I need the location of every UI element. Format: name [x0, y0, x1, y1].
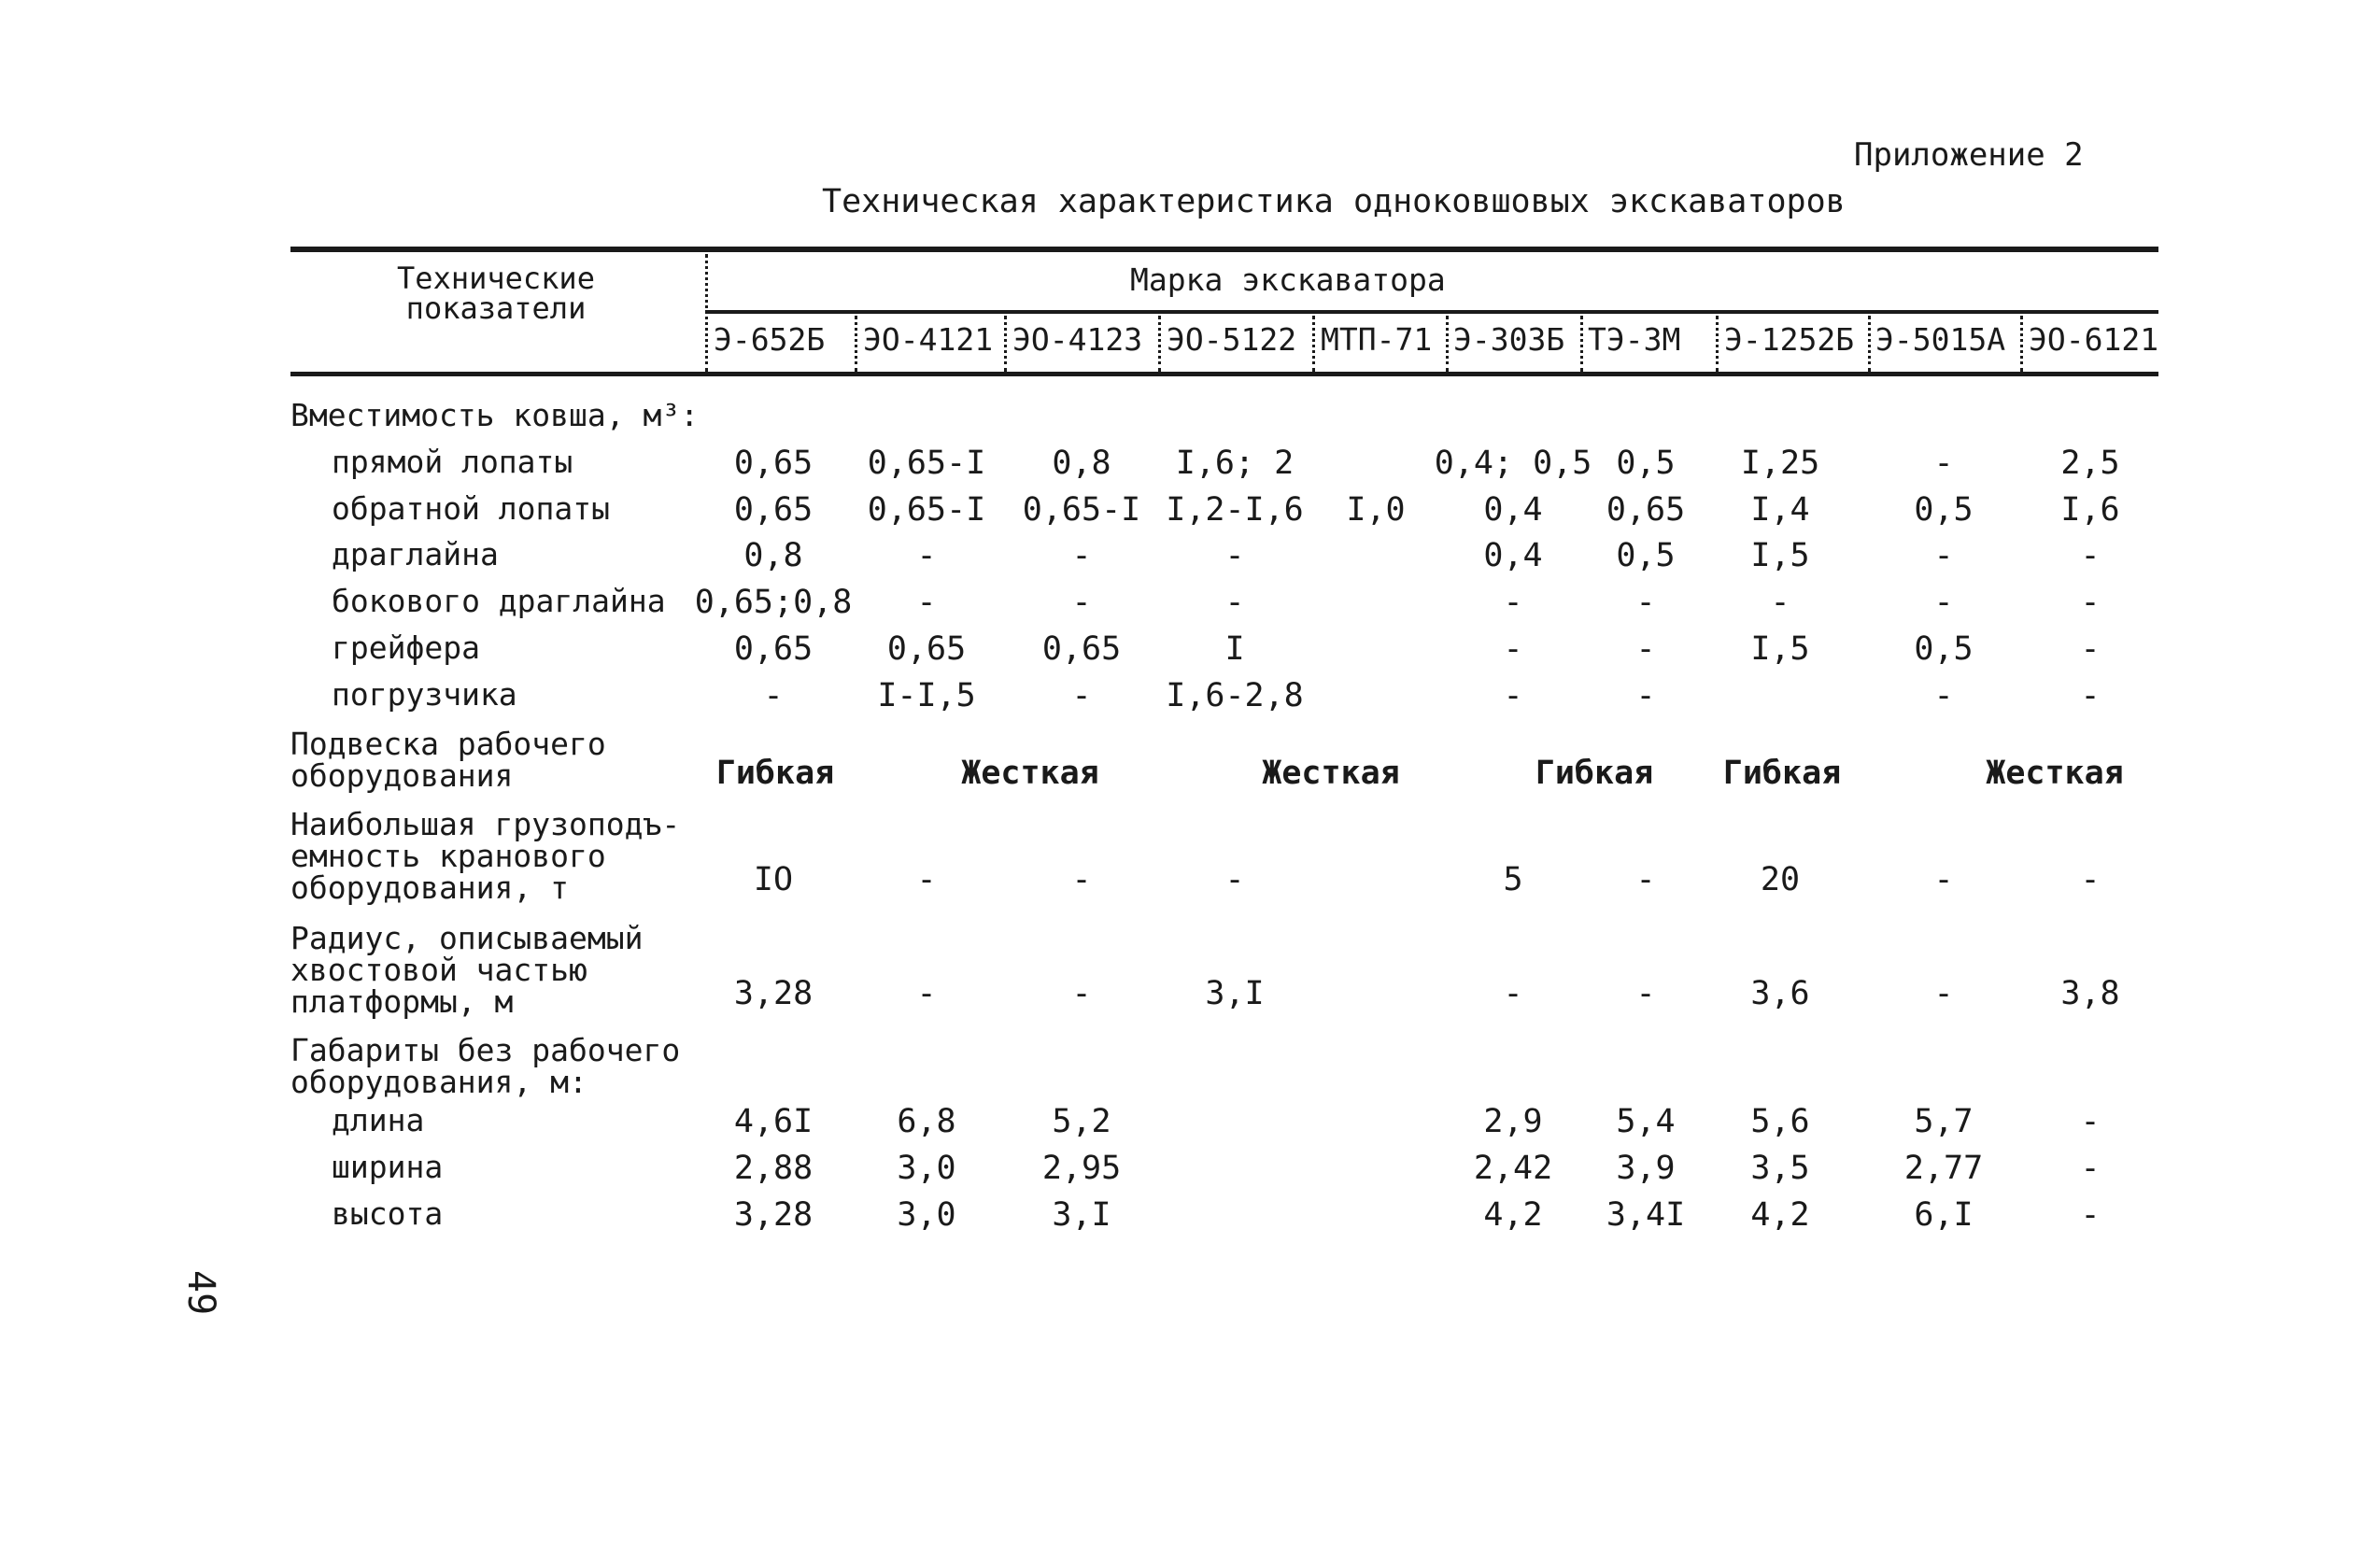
table-cell: - [2080, 584, 2101, 621]
indicators-header: Технические показатели [397, 261, 595, 326]
crane-capacity-label: Наибольшая грузоподъ- емность кранового оборудования, т [290, 806, 681, 906]
suspension-value: Жесткая [961, 755, 1099, 792]
table-cell: 0,8 [1052, 445, 1111, 482]
table-cell: 0,65 [733, 491, 814, 529]
table-cell: 0,65 [733, 630, 814, 668]
table-cell: - [2080, 630, 2101, 668]
brand-e5015a: Э-5015А [1875, 321, 2006, 358]
table-cell: 0,4; 0,5 [1434, 445, 1592, 482]
brand-separator [1312, 316, 1315, 372]
table-cell: I,6-2,8 [1166, 677, 1304, 714]
table-cell: - [1933, 861, 1954, 898]
table-cell: 3,0 [897, 1196, 956, 1234]
brand-separator [1868, 316, 1871, 372]
table-cell: 3,4I [1606, 1196, 1686, 1234]
brand-separator [1158, 316, 1161, 372]
suspension-value: Гибкая [1535, 755, 1654, 792]
table-cell: I,6 [2060, 491, 2120, 529]
dimensions-title: Габариты без рабочего оборудования, м: [290, 1032, 681, 1100]
table-cell: 2,77 [1903, 1150, 1984, 1187]
table-cell: - [2080, 537, 2101, 574]
table-cell: - [763, 677, 784, 714]
table-cell: I,2-I,6 [1166, 491, 1304, 529]
table-cell: - [1635, 861, 1656, 898]
row-label: драглайна [332, 536, 499, 572]
table-cell: 20 [1760, 861, 1801, 898]
table-cell: I,25 [1740, 445, 1820, 482]
table-cell: - [1224, 537, 1245, 574]
table-cell: - [2080, 1103, 2101, 1140]
table-cell: I,6; 2 [1175, 445, 1295, 482]
table-cell: 3,8 [2060, 975, 2120, 1012]
brand-e1252b: Э-1252Б [1724, 321, 1855, 358]
table-cell: - [1071, 861, 1092, 898]
suspension-value: Жесткая [1262, 755, 1400, 792]
row-label: прямой лопаты [332, 444, 573, 480]
brand-separator [1004, 316, 1007, 372]
table-cell: I,5 [1750, 630, 1810, 668]
table-cell: - [1503, 630, 1523, 668]
table-cell: 5 [1503, 861, 1523, 898]
table-top-rule [290, 247, 2158, 252]
brand-separator [1580, 316, 1583, 372]
table-cell: 4,2 [1750, 1196, 1810, 1234]
appendix-label: Приложение 2 [1854, 136, 2084, 174]
suspension-label: Подвеска рабочего оборудования [290, 726, 606, 794]
table-cell: - [1635, 584, 1656, 621]
bucket-capacity-title: Вместимость ковша, м³: [290, 397, 700, 433]
suspension-value: Гибкая [1722, 755, 1842, 792]
table-cell: - [916, 861, 937, 898]
table-cell: 5,4 [1616, 1103, 1676, 1140]
brand-mtp71: МТП-71 [1321, 321, 1433, 358]
table-cell: 6,I [1914, 1196, 1974, 1234]
table-cell: - [916, 584, 937, 621]
row-label: ширина [332, 1149, 444, 1185]
table-cell: - [2080, 1196, 2101, 1234]
table-cell: 3,I [1205, 975, 1265, 1012]
brand-eo4121: ЭО-4121 [863, 321, 994, 358]
table-cell: 3,6 [1750, 975, 1810, 1012]
table-cell: 3,9 [1616, 1150, 1676, 1187]
table-cell: 0,65;0,8 [694, 584, 853, 621]
table-header-bottom-rule [290, 372, 2158, 376]
table-cell: 5,2 [1052, 1103, 1111, 1140]
brand-e652b: Э-652Б [714, 321, 826, 358]
row-label: погрузчика [332, 676, 517, 713]
row-label: высота [332, 1195, 444, 1232]
table-cell: 0,65 [733, 445, 814, 482]
table-cell: 0,65-I [867, 491, 986, 529]
table-cell: 0,4 [1483, 491, 1543, 529]
table-cell: - [1933, 445, 1954, 482]
table-cell: 0,8 [743, 537, 803, 574]
table-cell: 3,28 [733, 975, 814, 1012]
table-cell: I,0 [1346, 491, 1406, 529]
table-cell: - [2080, 861, 2101, 898]
table-cell: 0,5 [1914, 630, 1974, 668]
table-cell: - [1635, 677, 1656, 714]
document-title: Техническая характеристика одноковшовых экскаваторов [822, 183, 1846, 220]
table-cell: 0,65 [886, 630, 967, 668]
table-cell: 6,8 [897, 1103, 956, 1140]
table-cell: - [1071, 677, 1092, 714]
table-cell: - [1770, 584, 1790, 621]
row-label: длина [332, 1102, 425, 1138]
table-cell: 2,5 [2060, 445, 2120, 482]
table-cell: - [1224, 584, 1245, 621]
table-cell: 2,88 [733, 1150, 814, 1187]
table-cell: - [1224, 861, 1245, 898]
row-label: обратной лопаты [332, 490, 611, 527]
table-cell: IO [753, 861, 794, 898]
table-cell: - [1933, 584, 1954, 621]
table-cell: - [1071, 584, 1092, 621]
row-label: бокового драглайна [332, 583, 666, 619]
table-cell: I [1224, 630, 1245, 668]
table-cell: 0,5 [1616, 445, 1676, 482]
table-cell: 0,5 [1914, 491, 1974, 529]
table-cell: 3,I [1052, 1196, 1111, 1234]
table-cell: 0,65-I [867, 445, 986, 482]
table-cell: 5,7 [1914, 1103, 1974, 1140]
table-cell: - [1635, 975, 1656, 1012]
table-cell: - [1933, 975, 1954, 1012]
table-cell: 4,2 [1483, 1196, 1543, 1234]
table-cell: - [1503, 584, 1523, 621]
page-number: 49 [179, 1270, 222, 1316]
table-cell: - [1503, 677, 1523, 714]
table-cell: 0,4 [1483, 537, 1543, 574]
table-cell: I,5 [1750, 537, 1810, 574]
brand-eo5122: ЭО-5122 [1167, 321, 1297, 358]
table-cell: 0,65 [1041, 630, 1122, 668]
brand-separator [1716, 316, 1719, 372]
table-cell: 2,9 [1483, 1103, 1543, 1140]
table-cell: 3,28 [733, 1196, 814, 1234]
table-cell: - [1503, 975, 1523, 1012]
table-cell: 4,6I [733, 1103, 814, 1140]
table-cell: - [1933, 677, 1954, 714]
suspension-value: Гибкая [715, 755, 835, 792]
table-cell: 0,65-I [1022, 491, 1141, 529]
table-cell: - [1071, 537, 1092, 574]
table-cell: 2,95 [1041, 1150, 1122, 1187]
brand-eo6121: ЭО-6121 [2029, 321, 2159, 358]
brand-header-title: Марка экскаватора [1130, 261, 1446, 298]
brand-separator [1446, 316, 1449, 372]
brand-header-rule [705, 310, 2158, 314]
brand-separator [2020, 316, 2023, 372]
table-cell: 5,6 [1750, 1103, 1810, 1140]
brand-e303b: Э-303Б [1453, 321, 1565, 358]
table-cell: 0,5 [1616, 537, 1676, 574]
table-cell: I-I,5 [877, 677, 976, 714]
brand-eo4123: ЭО-4123 [1012, 321, 1143, 358]
table-cell: - [2080, 1150, 2101, 1187]
table-cell: - [916, 975, 937, 1012]
tail-radius-label: Радиус, описываемый хвостовой частью платформы, м [290, 920, 644, 1020]
table-cell: 2,42 [1473, 1150, 1553, 1187]
suspension-value: Жесткая [1986, 755, 2124, 792]
table-cell: - [916, 537, 937, 574]
table-cell: - [2080, 677, 2101, 714]
table-cell: I,4 [1750, 491, 1810, 529]
header-separator [705, 254, 708, 372]
brand-te3m: ТЭ-3М [1588, 321, 1681, 358]
table-cell: - [1635, 630, 1656, 668]
table-cell: - [1933, 537, 1954, 574]
table-cell: 3,5 [1750, 1150, 1810, 1187]
row-label: грейфера [332, 629, 480, 666]
brand-separator [855, 316, 857, 372]
table-cell: 0,65 [1606, 491, 1686, 529]
table-cell: 3,0 [897, 1150, 956, 1187]
table-cell: - [1071, 975, 1092, 1012]
